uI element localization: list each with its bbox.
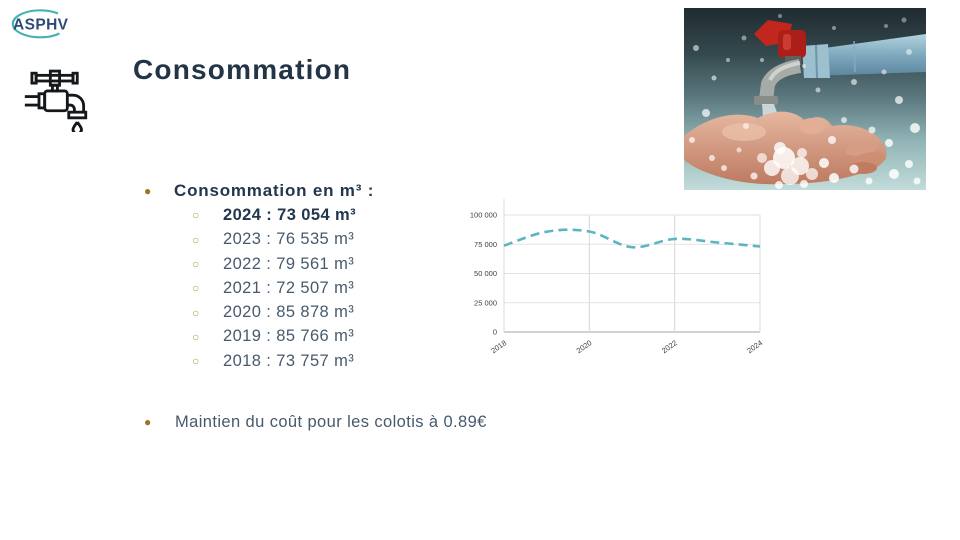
list-heading-row [144,179,484,203]
y-tick-label: 25 000 [474,298,497,308]
bullet-open-icon: ○ [192,329,200,344]
page-title: Consommation [133,54,352,85]
list-item [144,203,484,227]
list-item [144,325,484,349]
faucet-icon [20,64,92,132]
consumption-chart [458,194,770,362]
x-tick-label: 2018 [489,338,509,356]
bullet-filled-icon: ● [144,415,152,430]
consumption-2018: 2018 : 73 757 m³ [223,351,355,370]
list-item [144,300,484,324]
list-item [144,349,484,373]
bullet-open-icon: ○ [192,354,200,369]
consumption-2020: 2020 : 85 878 m³ [223,303,355,322]
y-tick-label: 100 000 [469,210,497,220]
consumption-2022: 2022 : 79 561 m³ [223,254,355,273]
cost-note-text: Maintien du coût pour les colotis à 0.89€ [175,412,487,431]
bullet-open-icon: ○ [192,281,200,296]
hand-under-running-tap-photo [684,8,926,190]
bullet-open-icon: ○ [192,208,200,223]
y-tick-label: 50 000 [474,269,497,278]
bullet-open-icon: ○ [192,232,200,247]
cost-note [144,410,664,434]
bullet-open-icon: ○ [192,305,200,320]
consumption-heading: Consommation en m³ : [174,181,375,201]
logo-text: ASPHV [13,16,69,34]
bullet-filled-icon: ● [144,184,152,199]
bullet-open-icon: ○ [192,257,200,272]
x-tick-label: 2020 [574,338,594,356]
list-item [144,228,484,252]
consumption-2019: 2019 : 85 766 m³ [223,327,355,346]
consumption-2021: 2021 : 72 507 m³ [223,278,355,297]
list-item [144,252,484,276]
consumption-2023: 2023 : 76 535 m³ [223,230,355,249]
consumption-2024: 2024 : 73 054 m³ [223,205,356,224]
y-tick-label: 0 [492,327,497,337]
list-item [144,276,484,300]
consumption-list [144,179,484,373]
y-tick-label: 75 000 [474,239,497,249]
x-tick-label: 2022 [659,338,679,356]
x-tick-label: 2024 [745,338,765,356]
asphv-logo [5,5,71,43]
consumption-chart-svg [458,194,770,362]
